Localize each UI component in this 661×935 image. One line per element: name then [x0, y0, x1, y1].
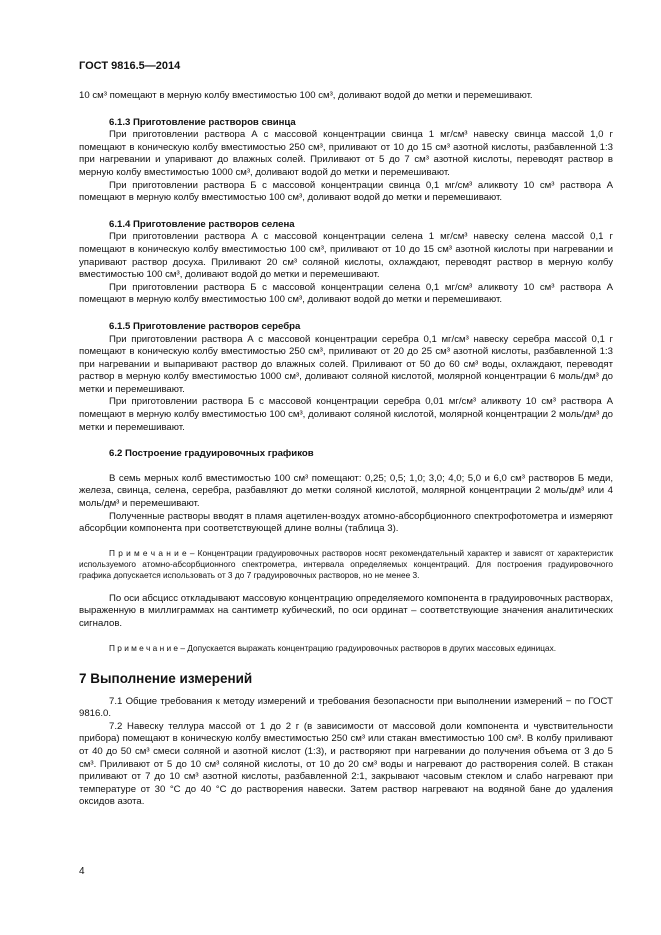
section-6-2-paragraph-1: В семь мерных колб вместимостью 100 см³ помещают: 0,25; 0,5; 1,0; 3,0; 4,0; 5,0 и 6,0 см³ растворов Б меди, железа, свинца, селена, серебра, разбавляют до метки соляной кислотой, молярной концентрации 2 моль/дм³ или 4 моль/дм³ и перемешивают.: [79, 472, 613, 510]
section-6-2-note-1: П р и м е ч а н и е – Концентрации градуировочных растворов носят рекомендательный характер и зависят от характеристик используемого атомно-абсорбционного спектрометра, интервала определяемых концентраций. Для построения градуировочного графика допускается использовать от 3 до 7 градуировочных растворов, но не менее 3.: [79, 547, 613, 580]
section-6-2-title: 6.2 Построение градуировочных графиков: [109, 448, 314, 460]
section-6-2-note-2: П р и м е ч а н и е – Допускается выражать концентрацию градуировочных растворов в других массовых единицах.: [109, 642, 557, 653]
section-7-2-paragraph: 7.2 Навеску теллура массой от 1 до 2 г (в зависимости от массовой доли компонента и чувствительности прибора) помещают в коническую колбу вместимостью 250 см³ или стакан вместимостью 100 см³. В колбу приливают от 40 до 50 см³ смеси соляной и азотной кислот (1:3), и растворяют при нагревании до получения объема от 3 до 5 см³. Приливают от 5 до 10 см³ соляной кислоты, от 10 до 20 см³ воды и нагревают до растворения солей. В стакан приливают от 7 до 10 см³ азотной кислоты, разбавленной 2:1, закрывают часовым стеклом и слабо нагревают при температуре от 30 °С до 40 °С до растворения навески. Затем раствор нагревают на водяной бане до удаления оксидов азота.: [79, 720, 613, 808]
section-6-1-3-title: 6.1.3 Приготовление растворов свинца: [109, 116, 296, 128]
section-6-1-4-paragraph-2: При приготовлении раствора Б с массовой концентрации селена 0,1 мг/см³ аликвоту 10 см³ раствора А помещают в мерную колбу вместимостью 100 см³, доливают водой до метки и перемешивают.: [79, 281, 613, 306]
section-6-1-4-title: 6.1.4 Приготовление растворов селена: [109, 218, 295, 230]
document-header: ГОСТ 9816.5—2014: [79, 60, 181, 72]
section-6-1-5-title: 6.1.5 Приготовление растворов серебра: [109, 320, 301, 332]
paragraph-continuation: 10 см³ помещают в мерную колбу вместимостью 100 см³, доливают водой до метки и перемешивают.: [79, 90, 533, 101]
section-6-1-5-paragraph-2: При приготовлении раствора Б с массовой концентрации серебра 0,01 мг/см³ аликвоту 10 см³ раствора А помещают в мерную колбу вместимостью 100 см³, доливают соляной кислотой, молярной концентрации 2 моль/дм³ до метки и перемешивают.: [79, 396, 613, 433]
section-6-2-paragraph-3: По оси абсцисс откладывают массовую концентрацию определяемого компонента в градуировочных растворах, выраженную в миллиграммах на сантиметр кубический, по оси ординат – соответствующие значения аналитических сигналов.: [79, 592, 613, 629]
section-7-1-paragraph: 7.1 Общие требования к методу измерений и требования безопасности при выполнении измерений − по ГОСТ 9816.0.: [79, 695, 613, 720]
section-6-2-paragraph-2: Полученные растворы вводят в пламя ацетилен-воздух атомно-абсорбционного спектрофотометра и измеряют абсорбции компонента при соответствующей длине волны (таблица 3).: [79, 510, 613, 535]
section-6-1-4-paragraph-1: При приготовлении раствора А с массовой концентрации селена 1 мг/см³ навеску селена массой 0,1 г помещают в коническую колбу вместимостью 100 см³, приливают от 10 до 15 см³ азотной кислоты при нагревании и упаривают раствор досуха. Приливают 20 см³ соляной кислоты, охлаждают, переводят раствор в мерную колбу вместимостью 100 см³, доливают водой до метки и перемешивают.: [79, 231, 613, 281]
section-7-title: 7 Выполнение измерений: [79, 670, 253, 686]
page-number: 4: [79, 866, 85, 877]
section-6-1-3-paragraph-1: При приготовлении раствора А с массовой концентрации свинца 1 мг/см³ навеску свинца массой 1,0 г помещают в коническую колбу вместимостью 250 см³, приливают от 10 до 15 см³ азотной кислоты, разбавленной 1:3 при нагревании и упаривают до влажных солей. Приливают от 5 до 7 см³ азотной кислоты, переводят раствор в мерную колбу вместимостью 1000 см³, доливают водой до метки и перемешивают.: [79, 129, 613, 178]
section-6-1-5-paragraph-1: При приготовлении раствора А с массовой концентрации серебра 0,1 мг/см³ навеску серебра массой 0,1 г помещают в коническую колбу вместимостью 250 см³, приливают от 20 до 25 см³ азотной кислоты, разбавленной 1:3 при нагревании и выпаривают раствор до влажных солей. Приливают от 50 до 60 см³ воды, охлаждают, переводят раствор в мерную колбу вместимостью 1000 см³, доливают соляной кислотой, молярной концентрации 6 моль/дм³ до метки и перемешивают.: [79, 333, 613, 395]
section-6-1-3-paragraph-2: При приготовлении раствора Б с массовой концентрации свинца 0,1 мг/см³ аликвоту 10 см³ раствора А помещают в мерную колбу вместимостью 100 см³, доливают водой до метки и перемешивают.: [79, 179, 613, 204]
document-page: [79, 60, 613, 809]
